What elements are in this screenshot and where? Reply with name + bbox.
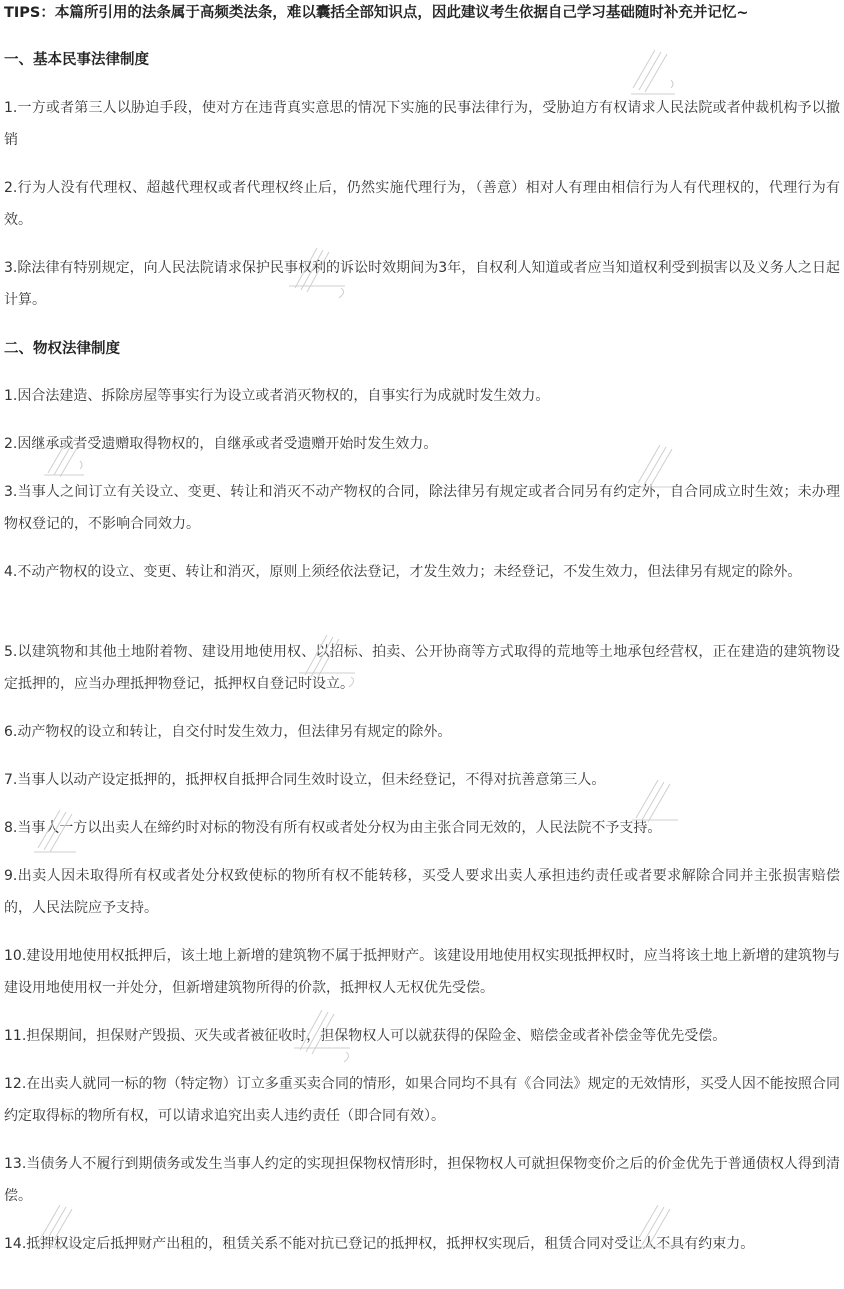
section-heading-civil-law: 一、基本民事法律制度 [4, 52, 149, 68]
civil-law-item-1: 1.一方或者第三人以胁迫手段，使对方在违背真实意思的情况下实施的民事法律行为，受胁迫方有权请求人民法院或者仲裁机构予以撤销 [4, 100, 840, 148]
property-law-item-4: 4.不动产物权的设立、变更、转让和消灭，原则上须经依法登记，才发生效力；未经登记，不发生效力，但法律另有规定的除外。 [4, 564, 802, 580]
property-law-item-11: 11.担保期间，担保财产毁损、灭失或者被征收时，担保物权人可以就获得的保险金、赔偿金或者补偿金等优先受偿。 [4, 1028, 727, 1044]
property-law-item-9: 9.出卖人因未取得所有权或者处分权致使标的物所有权不能转移，买受人要求出卖人承担违约责任或者要求解除合同并主张损害赔偿的，人民法院应予支持。 [4, 868, 840, 916]
property-law-item-10: 10.建设用地使用权抵押后，该土地上新增的建筑物不属于抵押财产。该建设用地使用权实现抵押权时，应当将该土地上新增的建筑物与建设用地使用权一并处分，但新增建筑物所得的价款，抵押权人无权优先受偿。 [4, 948, 840, 996]
watermark-mark [625, 40, 685, 100]
tips-note: TIPS：本篇所引用的法条属于高频类法条，难以囊括全部知识点，因此建议考生依据自己学习基础随时补充并记忆~ [4, 5, 749, 21]
property-law-item-2: 2.因继承或者受遗赠取得物权的，自继承或者受遗赠开始时发生效力。 [4, 436, 438, 452]
property-law-item-13: 13.当债务人不履行到期债务或发生当事人约定的实现担保物权情形时，担保物权人可就担保物变价之后的价金优先于普通债权人得到清偿。 [4, 1156, 840, 1204]
property-law-item-8: 8.当事人一方以出卖人在缔约时对标的物没有所有权或者处分权为由主张合同无效的，人民法院不予支持。 [4, 820, 662, 836]
property-law-item-6: 6.动产物权的设立和转让，自交付时发生效力，但法律另有规定的除外。 [4, 724, 452, 740]
property-law-item-3: 3.当事人之间订立有关设立、变更、转让和消灭不动产物权的合同，除法律另有规定或者合同另有约定外，自合同成立时生效；未办理物权登记的，不影响合同效力。 [4, 484, 840, 532]
property-law-item-7: 7.当事人以动产设定抵押的，抵押权自抵押合同生效时设立，但未经登记，不得对抗善意第三人。 [4, 772, 606, 788]
civil-law-item-3: 3.除法律有特别规定，向人民法院请求保护民事权利的诉讼时效期间为3年，自权利人知道或者应当知道权利受到损害以及义务人之日起计算。 [4, 260, 840, 308]
section-heading-property-law: 二、物权法律制度 [4, 341, 120, 357]
civil-law-item-2: 2.行为人没有代理权、超越代理权或者代理权终止后，仍然实施代理行为，（善意）相对人有理由相信行为人有代理权的，代理行为有效。 [4, 180, 840, 228]
property-law-item-12: 12.在出卖人就同一标的物（特定物）订立多重买卖合同的情形，如果合同均不具有《合同法》规定的无效情形，买受人因不能按照合同约定取得标的物所有权，可以请求追究出卖人违约责任（即合同有效）。 [4, 1076, 840, 1124]
property-law-item-5: 5.以建筑物和其他土地附着物、建设用地使用权、以招标、拍卖、公开协商等方式取得的荒地等土地承包经营权，正在建造的建筑物设定抵押的，应当办理抵押物登记，抵押权自登记时设立。 [4, 644, 840, 692]
property-law-item-1: 1.因合法建造、拆除房屋等事实行为设立或者消灭物权的，自事实行为成就时发生效力。 [4, 388, 550, 404]
property-law-item-14: 14.抵押权设定后抵押财产出租的，租赁关系不能对抗已登记的抵押权，抵押权实现后，租赁合同对受让人不具有约束力。 [4, 1236, 755, 1252]
